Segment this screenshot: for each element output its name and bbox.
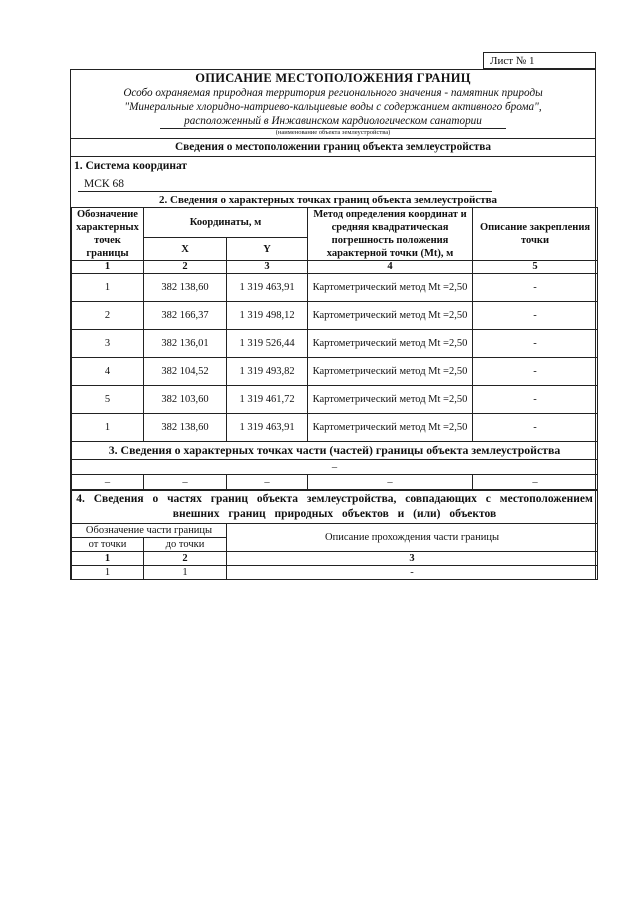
header-block <box>71 71 595 137</box>
coord-y: 1 319 463,91 <box>227 414 308 442</box>
object-name-line-2: "Минеральные хлоридно-натриево-кальциевые воды с содержанием активного брома", <box>124 101 542 113</box>
fixing-desc: - <box>473 302 598 330</box>
point-id: 3 <box>72 330 144 358</box>
column-number: 2 <box>144 552 227 566</box>
method: Картометрический метод Mt =2,50 <box>308 274 473 302</box>
coord-x: 382 104,52 <box>144 358 227 386</box>
coord-x: 382 103,60 <box>144 386 227 414</box>
sheet-label: Лист № 1 <box>483 52 596 69</box>
from-point: 1 <box>72 566 144 580</box>
fixing-desc: - <box>473 386 598 414</box>
coord-x: 382 166,37 <box>144 302 227 330</box>
object-name-line-3: расположенный в Инжавинском кардиологическом санатории <box>160 114 506 129</box>
column-number: 2 <box>144 261 227 274</box>
coord-system-label: 1. Система координат <box>74 160 188 172</box>
table-row <box>72 274 598 302</box>
table-row <box>72 358 598 386</box>
point-id: 5 <box>72 386 144 414</box>
header-to: до точки <box>144 538 227 552</box>
point-id: 2 <box>72 302 144 330</box>
coord-x: 382 136,01 <box>144 330 227 358</box>
column-number: 3 <box>227 552 598 566</box>
fixing-desc: - <box>473 414 598 442</box>
section2-heading: 2. Сведения о характерных точках границ объекта землеустройства <box>159 194 498 206</box>
header-y: Y <box>227 238 308 261</box>
point-id: 4 <box>72 358 144 386</box>
coord-system-row <box>71 156 595 193</box>
method: Картометрический метод Mt =2,50 <box>308 330 473 358</box>
parts-points-table <box>71 442 598 490</box>
column-number: 1 <box>72 261 144 274</box>
object-name-line-1: Особо охраняемая природная территория регионального значения - памятник природы <box>123 87 543 99</box>
empty-cell: – <box>72 475 144 490</box>
coord-y: 1 319 461,72 <box>227 386 308 414</box>
coord-y: 1 319 493,82 <box>227 358 308 386</box>
object-caption: (наименование объекта землеустройства) <box>275 129 391 136</box>
empty-cell: – <box>473 475 598 490</box>
to-point: 1 <box>144 566 227 580</box>
table-row <box>72 566 598 580</box>
fixing-desc: - <box>473 274 598 302</box>
table-row <box>72 330 598 358</box>
point-id: 1 <box>72 414 144 442</box>
column-numbers-row <box>72 552 598 566</box>
section4-heading: 4. Сведения о частях границ объекта землеустройства, совпадающих с местоположением внешних границ природных объектов и (или) объектов <box>72 491 598 524</box>
method: Картометрический метод Mt =2,50 <box>308 414 473 442</box>
table-row <box>72 475 598 490</box>
method: Картометрический метод Mt =2,50 <box>308 302 473 330</box>
header-part-desc: Описание прохождения части границы <box>227 524 598 552</box>
column-numbers-row <box>72 261 598 274</box>
header-desc: Описание закрепления точки <box>473 208 598 261</box>
column-number: 4 <box>308 261 473 274</box>
column-number: 1 <box>72 552 144 566</box>
method: Картометрический метод Mt =2,50 <box>308 358 473 386</box>
coord-x: 382 138,60 <box>144 414 227 442</box>
header-from: от точки <box>72 538 144 552</box>
empty-cell: – <box>144 475 227 490</box>
table-row <box>72 302 598 330</box>
header-x: X <box>144 238 227 261</box>
table-row <box>72 386 598 414</box>
points-table <box>71 207 598 442</box>
boundary-parts-table <box>71 490 598 580</box>
fixing-desc: - <box>473 330 598 358</box>
header-point: Обозначение характерных точек границы <box>72 208 144 261</box>
object-name <box>71 86 595 129</box>
section-main-heading: Сведения о местоположении границ объекта землеустройства <box>71 138 595 156</box>
coord-y: 1 319 526,44 <box>227 330 308 358</box>
method: Картометрический метод Mt =2,50 <box>308 386 473 414</box>
coord-system-value: МСК 68 <box>78 177 492 192</box>
empty-cell: – <box>227 475 308 490</box>
column-number: 3 <box>227 261 308 274</box>
document-form <box>70 69 596 580</box>
section3-empty-marker: – <box>72 460 598 475</box>
empty-cell: – <box>308 475 473 490</box>
document-title: ОПИСАНИЕ МЕСТОПОЛОЖЕНИЯ ГРАНИЦ <box>195 71 471 85</box>
coord-y: 1 319 498,12 <box>227 302 308 330</box>
header-method: Метод определения координат и средняя квадратическая погрешность положения характерной точки (Mt), м <box>308 208 473 261</box>
point-id: 1 <box>72 274 144 302</box>
coord-x: 382 138,60 <box>144 274 227 302</box>
table-row <box>72 414 598 442</box>
coord-y: 1 319 463,91 <box>227 274 308 302</box>
column-number: 5 <box>473 261 598 274</box>
section3-heading: 3. Сведения о характерных точках части (частей) границы объекта землеустройства <box>72 442 598 460</box>
part-desc: - <box>227 566 598 580</box>
header-part: Обозначение части границы <box>72 524 227 538</box>
fixing-desc: - <box>473 358 598 386</box>
header-coords: Координаты, м <box>144 208 308 238</box>
